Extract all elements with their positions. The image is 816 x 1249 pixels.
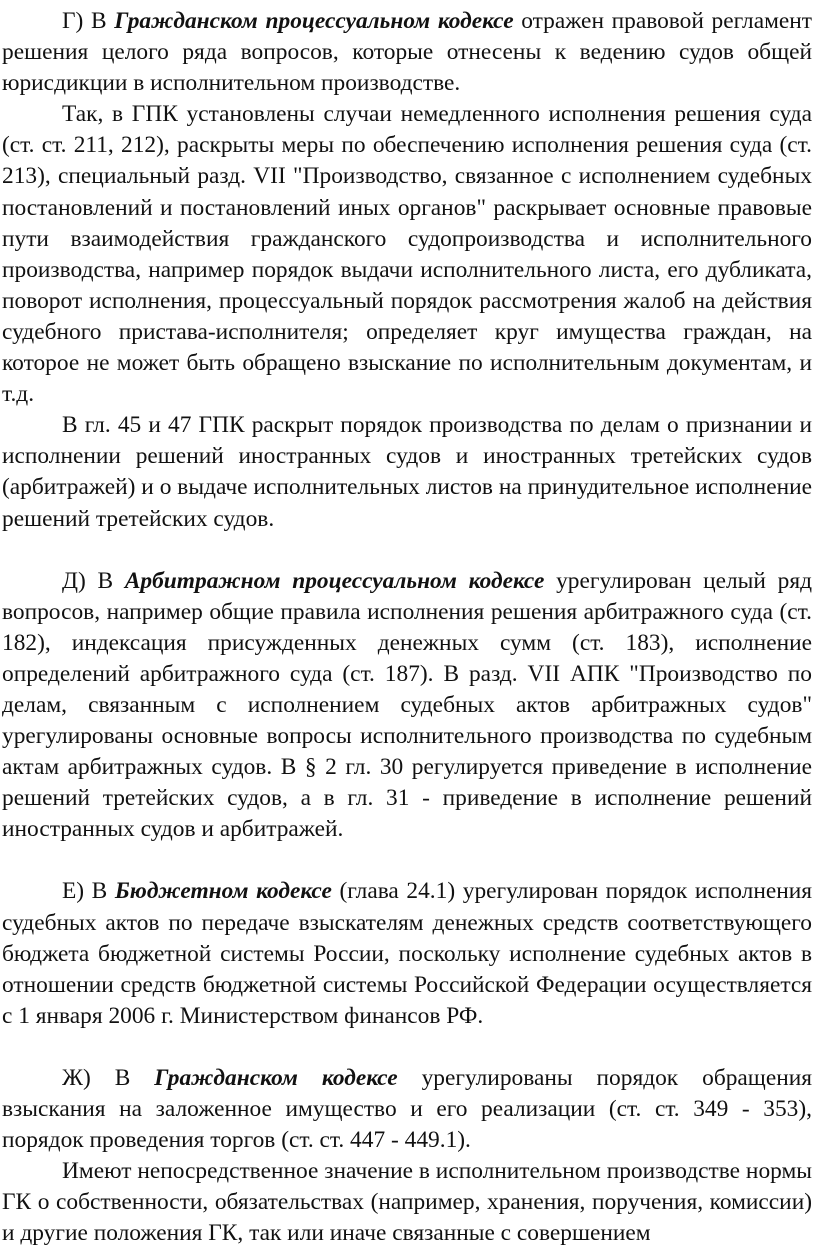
paragraph-gk-norms-text: Имеют непосредственное значение в исполнительном производстве нормы ГК о собственности, обязательствах (например, хранения, поручения, комиссии) и другие положения ГК, так или иначе связанные с совершением: [2, 1158, 812, 1247]
paragraph-gpk-chapters: [2, 410, 812, 534]
paragraph-spacer: [2, 535, 812, 566]
paragraph-g: [2, 6, 812, 99]
paragraph-d: [2, 566, 812, 846]
paragraph-spacer: [2, 1032, 812, 1063]
paragraph-gpk-details: [2, 99, 812, 410]
paragraph-d-text: урегулирован целый ряд вопросов, например общие правила исполнения решения арбитражного суда (ст. 182), индексация присужденных денежных сумм (ст. 183), исполнение определений арбитражного суда (ст. 187). В разд. VII АПК "Производство по делам, связанным с исполнением судебных актов арбитражных судов" урегулированы основные вопросы исполнительного производства по судебным актам арбитражных судов. В § 2 гл. 30 регулируется приведение в исполнение решений третейских судов, а в гл. 31 - приведение в исполнение решений иностранных судов и арбитражей.: [2, 567, 812, 843]
paragraph-gpk-chapters-text: В гл. 45 и 47 ГПК раскрыт порядок производства по делам о признании и исполнении решений иностранных судов и иностранных третейских судов (арбитражей) и о выдаче исполнительных листов на принудительное исполнение решений третейских судов.: [2, 412, 812, 532]
civil-code-title: Гражданском кодексе: [154, 1064, 398, 1091]
paragraph-e-text: (глава 24.1) урегулирован порядок исполнения судебных актов по передаче взыскателям денежных средств соответствующего бюджета бюджетной системы России, поскольку исполнение судебных актов в отношении средств бюджетной системы Российской Федерации осуществляется с 1 января 2006 г. Министерством финансов РФ.: [2, 878, 813, 1029]
gpk-code-title: Гражданском процессуальном кодексе: [114, 8, 514, 34]
paragraph-e-prefix: Е) В: [62, 878, 115, 905]
apk-code-title: Арбитражном процессуальном кодексе: [124, 567, 545, 594]
paragraph-spacer: [2, 845, 812, 876]
paragraph-zh: [2, 1063, 812, 1156]
paragraph-zh-text: урегулированы порядок обращения взыскания на заложенное имущество и его реализации (ст. ст. 349 - 353), порядок проведения торгов (ст. ст. 447 - 449.1).: [2, 1064, 812, 1154]
budget-code-title: Бюджетном кодексе: [114, 878, 332, 905]
paragraph-d-prefix: Д) В: [62, 567, 125, 594]
paragraph-e: [2, 876, 812, 1031]
paragraph-g-prefix: Г) В: [62, 8, 115, 34]
paragraph-gk-norms: [2, 1156, 812, 1249]
paragraph-zh-prefix: Ж) В: [62, 1064, 155, 1091]
paragraph-g-text: отражен правовой регламент решения целого ряда вопросов, которые отнесены к ведению судов общей юрисдикции в исполнительном производстве.: [2, 8, 813, 97]
paragraph-gpk-details-text: Так, в ГПК установлены случаи немедленного исполнения решения суда (ст. ст. 211, 212), раскрыты меры по обеспечению исполнения решения суда (ст. 213), специальный разд. VII "Производство, связанное с исполнением судебных постановлений и постановлений иных органов" раскрывает основные правовые пути взаимодействия гражданского судопроизводства и исполнительного производства, например порядок выдачи исполнительного листа, его дубликата, поворот исполнения, процессуальный порядок рассмотрения жалоб на действия судебного пристава-исполнителя; определяет круг имущества граждан, на которое не может быть обращено взыскание по исполнительным документам, и т.д.: [2, 101, 812, 408]
